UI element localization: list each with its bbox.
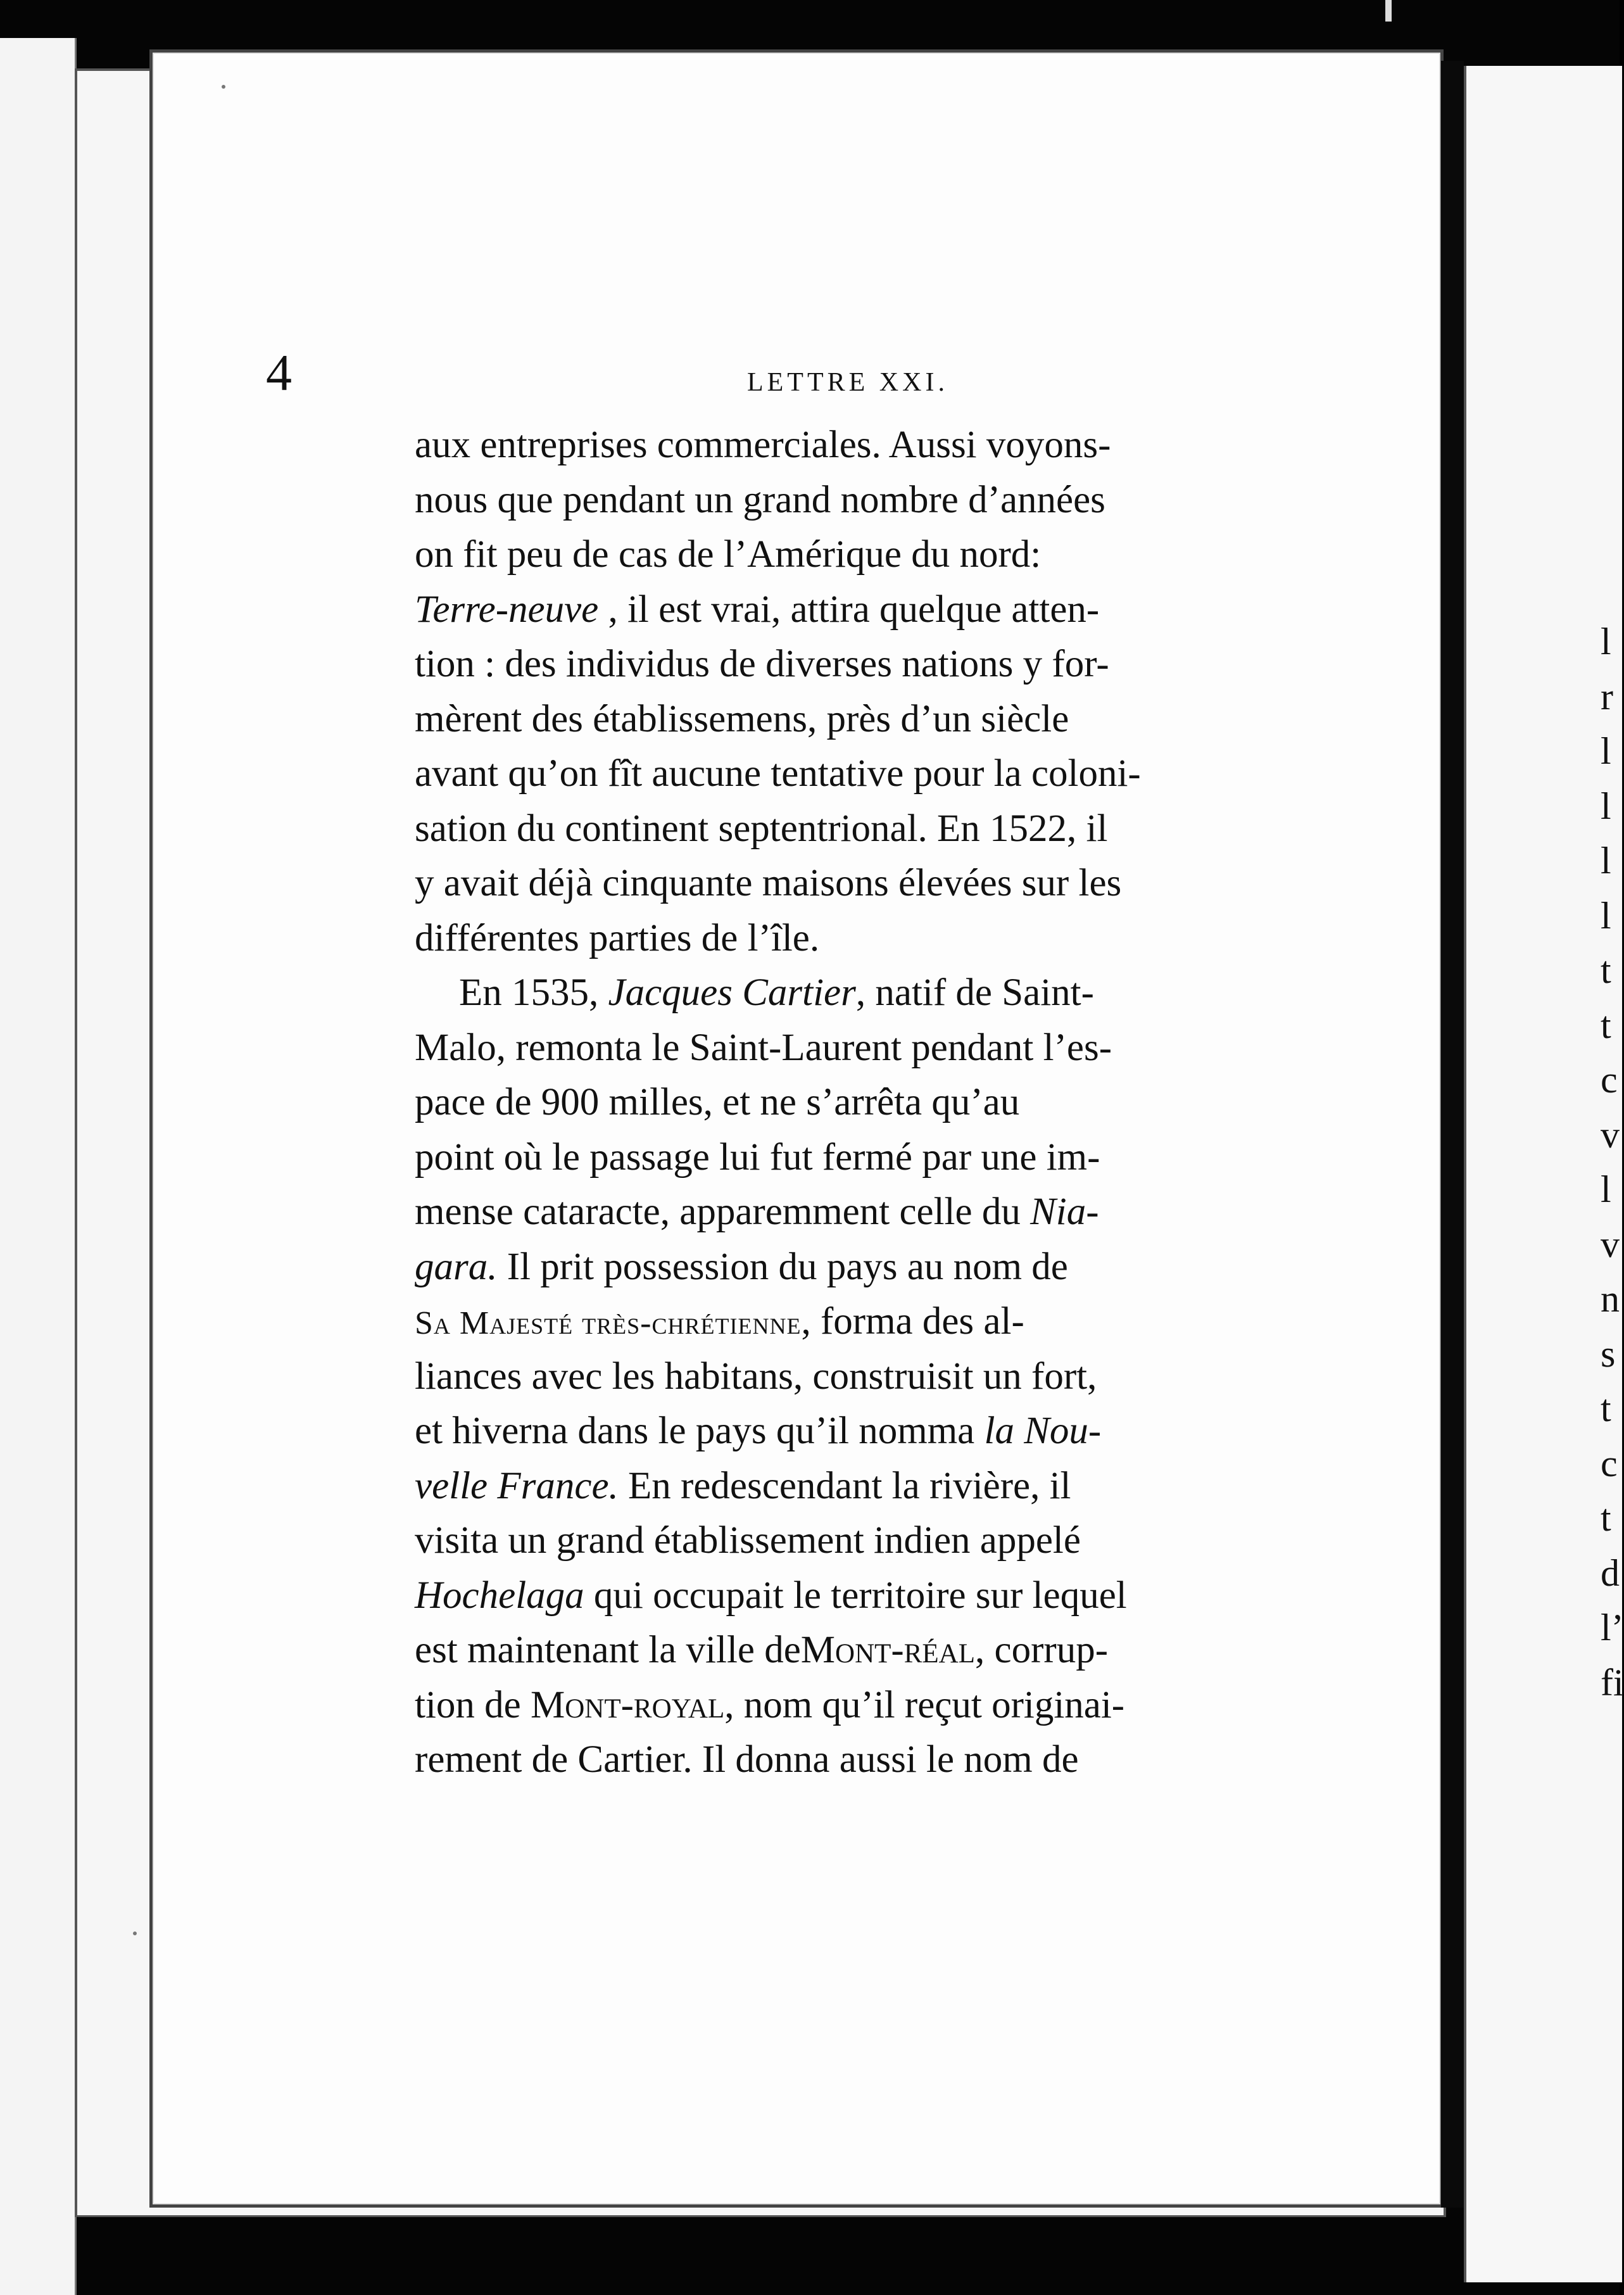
running-title: LETTRE XXI. [747, 368, 948, 397]
text-line [415, 1569, 1266, 1624]
cut-letter: v [1601, 1113, 1620, 1156]
text-run: mense cataracte, apparemment celle du [415, 1191, 1021, 1233]
text-run: Il prit possession du pays au nom de [507, 1245, 1068, 1288]
next-page-cut-text [1601, 614, 1624, 1710]
text-line: pace de 900 milles, et ne s’arrêta qu’au [415, 1081, 1020, 1123]
cut-letter: d [1601, 1552, 1620, 1594]
text-line [415, 1623, 1266, 1678]
text-line: mèrent des établissemens, près d’un siècle [415, 697, 1069, 740]
cut-letter: t [1601, 1497, 1611, 1539]
text-line: rement de Cartier. Il donna aussi le nom de [415, 1738, 1079, 1781]
cut-letter: fi [1601, 1661, 1624, 1704]
cut-letter: c [1601, 1059, 1618, 1101]
text-run: , nom qu’il reçut originai- [724, 1683, 1125, 1726]
text-line: avant qu’on fît aucune tentative pour la coloni- [415, 752, 1141, 795]
text-line: liances avec les habitans, construisit un fort, [415, 1355, 1097, 1398]
next-page-edge [1464, 66, 1622, 2282]
text-run: , il est vrai, attira quelque atten- [608, 588, 1100, 631]
cut-letter: l [1601, 840, 1611, 882]
text-line [415, 583, 1266, 638]
text-line [415, 1404, 1266, 1459]
cut-letter: t [1601, 1004, 1611, 1046]
text-line [415, 1240, 1266, 1295]
paper-speck [133, 1931, 137, 1935]
text-line: on fit peu de cas de l’Amérique du nord: [415, 533, 1042, 576]
cut-letter: l’ [1601, 1607, 1624, 1648]
top-mark [1385, 0, 1392, 22]
cut-letter: l [1601, 785, 1611, 827]
text-line: aux entreprises commerciales. Aussi voyons- [415, 424, 1111, 466]
cut-letter: l [1601, 1168, 1611, 1210]
text-run: , corrup- [975, 1629, 1109, 1671]
cut-letter: c [1601, 1442, 1618, 1484]
text-line: y avait déjà cinquante maisons élevées sur les [415, 862, 1122, 904]
small-caps-title: Sa Majesté très-chrétienne [415, 1305, 802, 1341]
text-run: tion de [415, 1683, 521, 1726]
text-line: point où le passage lui fut fermé par une im- [415, 1135, 1100, 1179]
text-line [415, 1678, 1266, 1733]
cut-letter: l [1601, 730, 1611, 772]
cut-letter: n [1601, 1278, 1620, 1320]
text-run: et hiverna dans le pays qu’il nomma [415, 1410, 975, 1452]
italic-name: la Nou- [984, 1410, 1102, 1452]
text-line: visita un grand établissement indien appelé [415, 1519, 1081, 1562]
cut-letter: l [1601, 894, 1611, 937]
italic-name: Nia- [1030, 1191, 1099, 1233]
book-gutter [1441, 61, 1464, 2208]
italic-name: Hochelaga [415, 1574, 584, 1617]
running-head [266, 344, 1266, 404]
paragraph-start-line [415, 966, 1266, 1021]
text-line: tion : des individus de diverses nations y for- [415, 643, 1109, 685]
text-run: En 1535, [459, 971, 599, 1014]
body-text [415, 418, 1266, 1788]
text-run: qui occupait le territoire sur lequel [593, 1574, 1127, 1617]
italic-name: velle France. [415, 1464, 619, 1507]
text-line [415, 1459, 1266, 1514]
italic-name: gara. [415, 1245, 498, 1288]
small-caps-place: Mont-réal [800, 1629, 975, 1671]
cut-letter: t [1601, 1388, 1611, 1429]
text-run: En redescendant la rivière, il [628, 1464, 1071, 1507]
small-caps-place: Mont-royal [530, 1683, 725, 1726]
text-run: , natif de Saint- [855, 971, 1094, 1014]
text-line: Malo, remonta le Saint-Laurent pendant l’es- [415, 1026, 1112, 1069]
text-line: sation du continent septentrional. En 1522, il [415, 807, 1108, 850]
cut-letter: t [1601, 949, 1611, 991]
paper-speck [222, 85, 225, 89]
text-run: est maintenant la ville de [415, 1629, 801, 1671]
italic-term: Terre-neuve [415, 588, 599, 631]
page-number: 4 [266, 344, 292, 401]
text-line [415, 1294, 1266, 1350]
cut-letter: r [1601, 675, 1613, 718]
cut-letter: v [1601, 1223, 1620, 1265]
text-line [415, 1185, 1266, 1240]
italic-name: Jacques Cartier [608, 971, 856, 1014]
text-run: , forma des al- [801, 1300, 1024, 1343]
text-line: nous que pendant un grand nombre d’années [415, 478, 1105, 521]
previous-page-edge [0, 38, 77, 2295]
cut-letter: l [1601, 621, 1611, 662]
text-line: différentes parties de l’île. [415, 916, 820, 959]
cut-letter: s [1601, 1332, 1616, 1375]
